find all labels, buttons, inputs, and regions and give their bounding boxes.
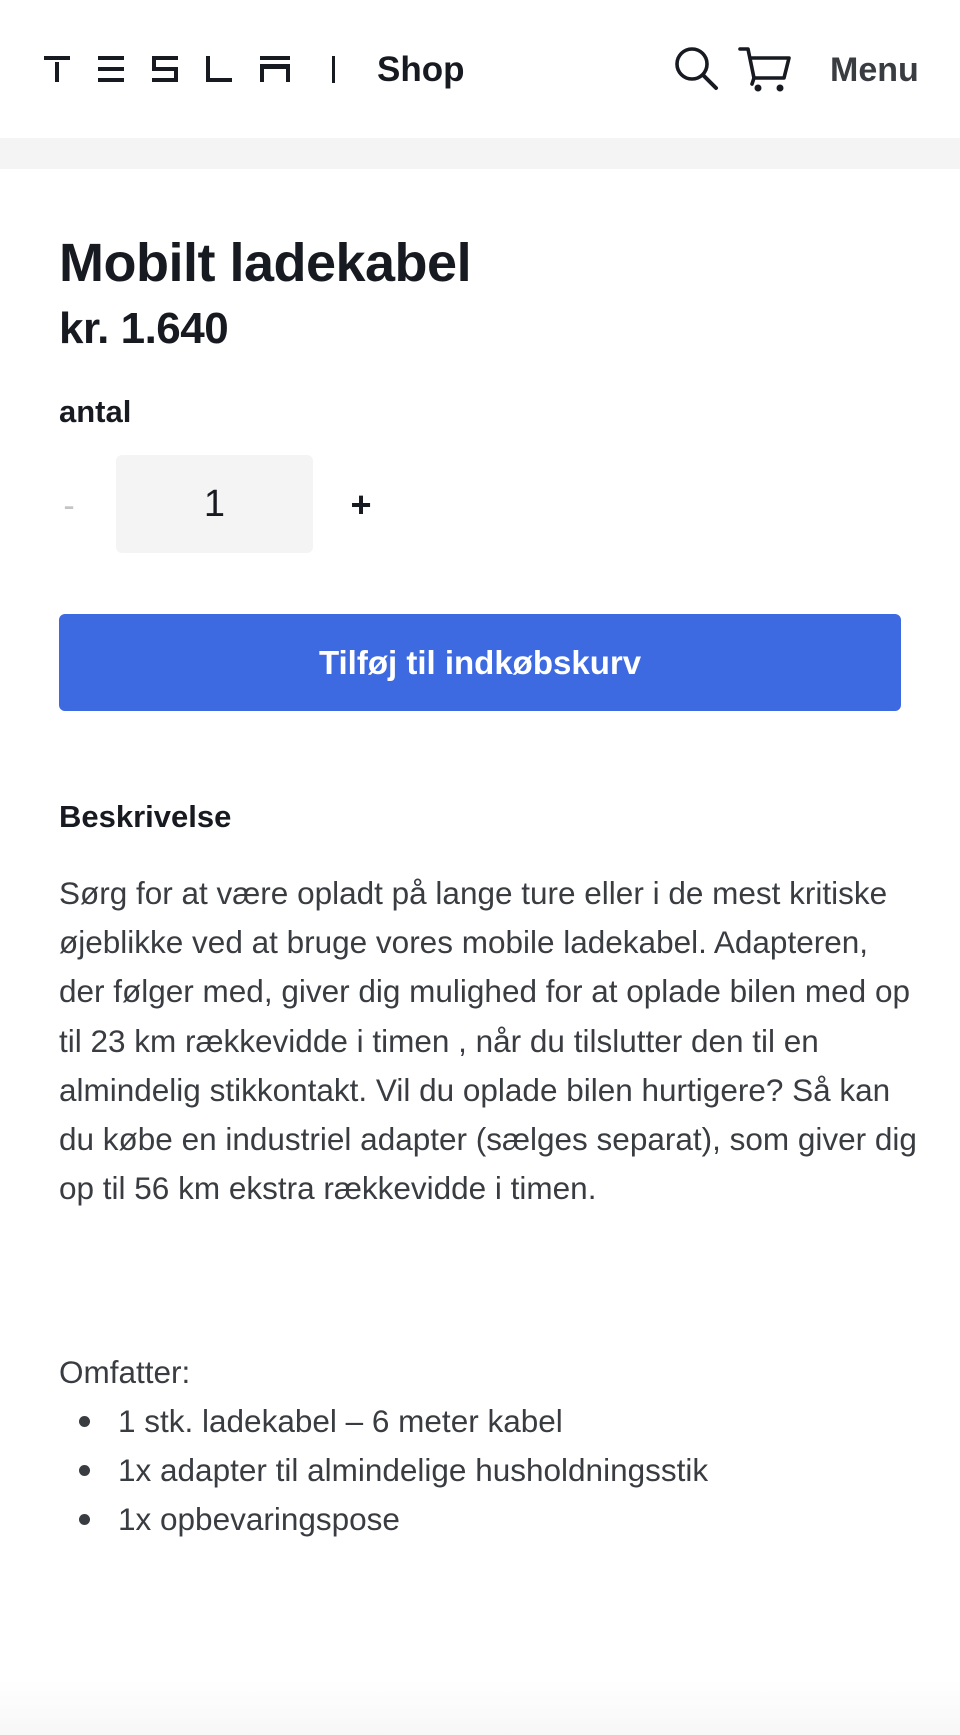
includes-label: Omfatter: xyxy=(59,1354,191,1390)
list-item-text: 1 stk. ladekabel – 6 meter kabel xyxy=(118,1403,563,1439)
list-item xyxy=(59,1495,919,1544)
bullet-icon xyxy=(79,1465,90,1476)
list-item xyxy=(59,1446,919,1495)
includes-list xyxy=(59,1397,919,1544)
description-text: Sørg for at være opladt på lange ture eller i de mest kritiske øjeblikke ved at bruge vores mobile ladekabel. Adapteren, der følger med, giver dig mulighed for at oplade bilen med op til 23 km rækkevidde i timen , når du tilslutter den til en almindelig stikkontakt. Vil du oplade bilen hurtigere? Så kan du købe en industriel adapter (sælges separat), som giver dig op til 56 km ekstra rækkevidde i timen. xyxy=(59,875,917,1207)
shop-link[interactable]: Shop xyxy=(377,50,465,89)
bullet-icon xyxy=(79,1416,90,1427)
quantity-label: antal xyxy=(59,394,132,429)
logo-divider xyxy=(332,56,335,83)
tesla-logo[interactable] xyxy=(44,56,294,82)
bullet-icon xyxy=(79,1514,90,1525)
list-item-text: 1x opbevaringspose xyxy=(118,1501,400,1537)
add-to-cart-button[interactable]: Tilføj til indkøbskurv xyxy=(59,614,901,711)
quantity-increment-button[interactable]: + xyxy=(350,484,372,525)
cart-icon[interactable] xyxy=(738,44,792,94)
quantity-input[interactable]: 1 xyxy=(116,455,313,553)
list-item xyxy=(59,1397,919,1446)
header-separator-band xyxy=(0,138,960,169)
top-navigation-bar xyxy=(0,0,960,138)
quantity-decrement-button[interactable]: - xyxy=(63,487,75,525)
product-price: kr. 1.640 xyxy=(59,304,229,353)
search-icon[interactable] xyxy=(672,44,720,92)
menu-button[interactable]: Menu xyxy=(830,51,919,89)
list-item-text: 1x adapter til almindelige husholdningsstik xyxy=(118,1452,709,1488)
product-title: Mobilt ladekabel xyxy=(59,233,472,293)
description-heading: Beskrivelse xyxy=(59,799,232,834)
page-bottom-shade xyxy=(0,1680,960,1735)
